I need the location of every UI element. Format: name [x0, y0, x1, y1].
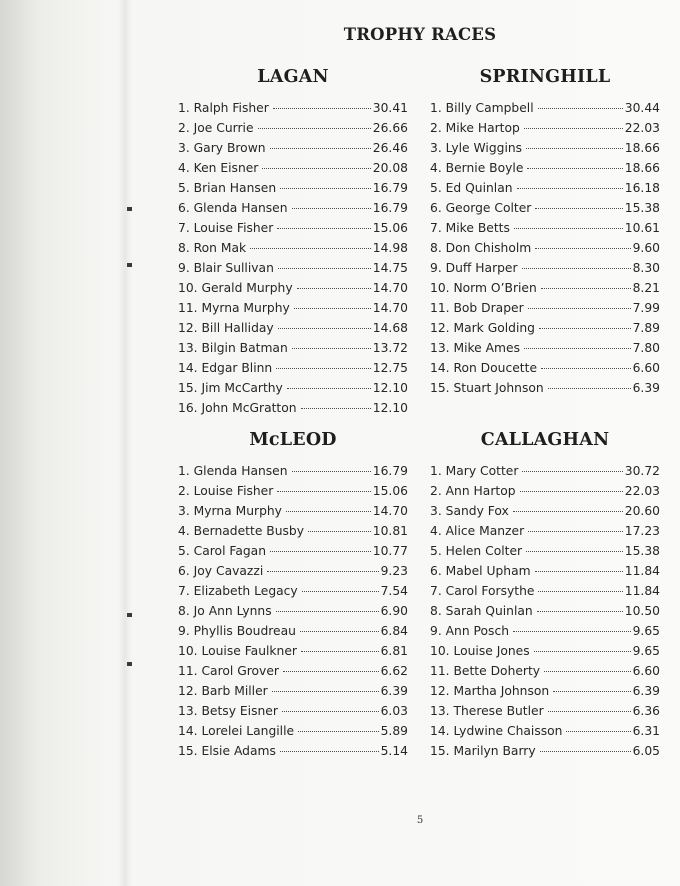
score-value: 10.81 [372, 524, 408, 538]
competitor-name: 4. Ken Eisner [178, 161, 259, 175]
competitor-name: 12. Martha Johnson [430, 684, 550, 698]
section-title: CALLAGHAN [480, 430, 610, 450]
dot-leader [267, 571, 378, 572]
dot-leader [541, 288, 631, 289]
result-entry [178, 218, 408, 238]
score-value: 26.66 [372, 121, 408, 135]
competitor-name: 16. John McGratton [178, 401, 297, 415]
result-entry [178, 501, 408, 521]
competitor-name: 12. Bill Halliday [178, 321, 274, 335]
dot-leader [522, 268, 631, 269]
score-value: 30.72 [624, 464, 660, 478]
dot-leader [537, 611, 623, 612]
dot-leader [286, 511, 371, 512]
dot-leader [301, 408, 371, 409]
result-entry [430, 198, 660, 218]
score-value: 7.54 [380, 584, 408, 598]
dot-leader [276, 368, 371, 369]
section-mcleod [178, 430, 408, 761]
dot-leader [270, 148, 371, 149]
result-entry [178, 741, 408, 761]
competitor-name: 9. Ann Posch [430, 624, 510, 638]
score-value: 9.60 [632, 241, 660, 255]
score-value: 20.60 [624, 504, 660, 518]
score-value: 16.79 [372, 201, 408, 215]
competitor-name: 1. Ralph Fisher [178, 101, 269, 115]
competitor-name: 12. Mark Golding [430, 321, 535, 335]
result-entry [430, 158, 660, 178]
section-title: LAGAN [257, 67, 329, 87]
binding-hole-mark [127, 662, 132, 666]
competitor-name: 4. Bernadette Busby [178, 524, 305, 538]
competitor-name: 7. Elizabeth Legacy [178, 584, 298, 598]
result-entry [430, 461, 660, 481]
dot-leader [301, 651, 379, 652]
result-entry [430, 701, 660, 721]
competitor-name: 9. Duff Harper [430, 261, 518, 275]
results-list [178, 461, 408, 761]
binding-hole-mark [127, 263, 132, 267]
score-value: 6.39 [380, 684, 408, 698]
result-entry [430, 721, 660, 741]
result-entry [178, 138, 408, 158]
result-entry [430, 378, 660, 398]
competitor-name: 3. Myrna Murphy [178, 504, 282, 518]
dot-leader [513, 511, 623, 512]
competitor-name: 7. Louise Fisher [178, 221, 274, 235]
result-entry [178, 681, 408, 701]
competitor-name: 11. Myrna Murphy [178, 301, 290, 315]
score-value: 14.75 [372, 261, 408, 275]
score-value: 8.21 [632, 281, 660, 295]
competitor-name: 15. Stuart Johnson [430, 381, 544, 395]
score-value: 6.39 [632, 381, 660, 395]
competitor-name: 14. Lydwine Chaisson [430, 724, 563, 738]
dot-leader [302, 591, 379, 592]
competitor-name: 8. Don Chisholm [430, 241, 532, 255]
result-entry [178, 238, 408, 258]
score-value: 14.68 [372, 321, 408, 335]
dot-leader [273, 108, 371, 109]
score-value: 22.03 [624, 484, 660, 498]
result-entry [430, 601, 660, 621]
result-entry [178, 701, 408, 721]
dot-leader [294, 308, 371, 309]
result-entry [178, 521, 408, 541]
dot-leader [534, 651, 631, 652]
result-entry [178, 178, 408, 198]
dot-leader [298, 731, 379, 732]
dot-leader [300, 631, 379, 632]
result-entry [178, 158, 408, 178]
result-entry [430, 621, 660, 641]
result-entry [178, 561, 408, 581]
score-value: 7.89 [632, 321, 660, 335]
dot-leader [520, 491, 623, 492]
dot-leader [522, 471, 622, 472]
dot-leader [526, 148, 623, 149]
result-entry [178, 601, 408, 621]
competitor-name: 14. Edgar Blinn [178, 361, 273, 375]
competitor-name: 11. Bob Draper [430, 301, 524, 315]
result-entry [178, 98, 408, 118]
score-value: 6.31 [632, 724, 660, 738]
section-lagan [178, 67, 408, 418]
score-value: 5.89 [380, 724, 408, 738]
competitor-name: 2. Mike Hartop [430, 121, 520, 135]
competitor-name: 10. Norm O’Brien [430, 281, 537, 295]
competitor-name: 15. Elsie Adams [178, 744, 276, 758]
score-value: 16.79 [372, 464, 408, 478]
competitor-name: 15. Jim McCarthy [178, 381, 283, 395]
dot-leader [292, 471, 371, 472]
competitor-name: 5. Carol Fagan [178, 544, 267, 558]
dot-leader [283, 671, 379, 672]
dot-leader [548, 388, 631, 389]
result-entry [430, 741, 660, 761]
dot-leader [524, 128, 623, 129]
page-title: TROPHY RACES [343, 25, 497, 44]
competitor-name: 7. Carol Forsythe [430, 584, 535, 598]
competitor-name: 14. Ron Doucette [430, 361, 538, 375]
score-value: 11.84 [624, 564, 660, 578]
result-entry [430, 581, 660, 601]
score-value: 20.08 [372, 161, 408, 175]
competitor-name: 8. Ron Mak [178, 241, 247, 255]
score-value: 14.70 [372, 504, 408, 518]
result-entry [178, 621, 408, 641]
dot-leader [514, 228, 623, 229]
result-entry [178, 398, 408, 418]
dot-leader [297, 288, 371, 289]
competitor-name: 6. Joy Cavazzi [178, 564, 264, 578]
score-value: 26.46 [372, 141, 408, 155]
competitor-name: 1. Mary Cotter [430, 464, 519, 478]
section-title: McLEOD [249, 430, 337, 450]
score-value: 9.65 [632, 644, 660, 658]
score-value: 9.23 [380, 564, 408, 578]
competitor-name: 14. Lorelei Langille [178, 724, 295, 738]
score-value: 6.81 [380, 644, 408, 658]
competitor-name: 3. Lyle Wiggins [430, 141, 523, 155]
score-value: 6.90 [380, 604, 408, 618]
score-value: 14.98 [372, 241, 408, 255]
dot-leader [526, 551, 623, 552]
dot-leader [535, 208, 622, 209]
dot-leader [250, 248, 371, 249]
result-entry [430, 318, 660, 338]
section-title: SPRINGHILL [479, 67, 611, 87]
page-fold-shadow [118, 0, 132, 886]
result-entry [178, 721, 408, 741]
score-value: 8.30 [632, 261, 660, 275]
dot-leader [540, 751, 631, 752]
score-value: 6.84 [380, 624, 408, 638]
result-entry [430, 98, 660, 118]
result-entry [430, 681, 660, 701]
score-value: 30.44 [624, 101, 660, 115]
competitor-name: 1. Billy Campbell [430, 101, 534, 115]
result-entry [430, 278, 660, 298]
competitor-name: 6. George Colter [430, 201, 532, 215]
result-entry [178, 298, 408, 318]
result-entry [430, 298, 660, 318]
score-value: 15.06 [372, 484, 408, 498]
result-entry [178, 541, 408, 561]
dot-leader [270, 551, 371, 552]
dot-leader [276, 611, 379, 612]
competitor-name: 8. Sarah Quinlan [430, 604, 533, 618]
score-value: 10.50 [624, 604, 660, 618]
score-value: 16.79 [372, 181, 408, 195]
dot-leader [528, 308, 631, 309]
result-entry [178, 461, 408, 481]
competitor-name: 5. Ed Quinlan [430, 181, 513, 195]
dot-leader [528, 531, 623, 532]
score-value: 10.77 [372, 544, 408, 558]
competitor-name: 10. Louise Faulkner [178, 644, 297, 658]
score-value: 18.66 [624, 161, 660, 175]
result-entry [178, 118, 408, 138]
competitor-name: 2. Louise Fisher [178, 484, 274, 498]
score-value: 7.99 [632, 301, 660, 315]
dot-leader [539, 328, 631, 329]
competitor-name: 13. Mike Ames [430, 341, 521, 355]
result-entry [430, 358, 660, 378]
competitor-name: 4. Bernie Boyle [430, 161, 524, 175]
page-number: 5 [416, 815, 424, 826]
result-entry [430, 138, 660, 158]
dot-leader [538, 108, 623, 109]
section-callaghan [430, 430, 660, 761]
competitor-name: 10. Louise Jones [430, 644, 530, 658]
score-value: 6.03 [380, 704, 408, 718]
score-value: 15.38 [624, 544, 660, 558]
result-entry [178, 481, 408, 501]
competitor-name: 5. Brian Hansen [178, 181, 277, 195]
score-value: 12.10 [372, 401, 408, 415]
result-entry [178, 358, 408, 378]
dot-leader [278, 268, 371, 269]
dot-leader [280, 188, 371, 189]
competitor-name: 7. Mike Betts [430, 221, 510, 235]
score-value: 7.80 [632, 341, 660, 355]
result-entry [430, 501, 660, 521]
competitor-name: 13. Betsy Eisner [178, 704, 278, 718]
result-entry [178, 661, 408, 681]
competitor-name: 1. Glenda Hansen [178, 464, 288, 478]
result-entry [430, 218, 660, 238]
dot-leader [517, 188, 623, 189]
score-value: 16.18 [624, 181, 660, 195]
dot-leader [566, 731, 630, 732]
competitor-name: 9. Blair Sullivan [178, 261, 274, 275]
dot-leader [513, 631, 631, 632]
result-entry [430, 641, 660, 661]
dot-leader [535, 248, 630, 249]
result-entry [430, 561, 660, 581]
score-value: 22.03 [624, 121, 660, 135]
result-entry [430, 178, 660, 198]
result-entry [430, 481, 660, 501]
competitor-name: 6. Glenda Hansen [178, 201, 288, 215]
result-entry [430, 521, 660, 541]
competitor-name: 13. Bilgin Batman [178, 341, 288, 355]
dot-leader [282, 711, 379, 712]
dot-leader [292, 208, 371, 209]
result-entry [430, 238, 660, 258]
dot-leader [524, 348, 631, 349]
competitor-name: 13. Therese Butler [430, 704, 544, 718]
competitor-name: 2. Ann Hartop [430, 484, 516, 498]
competitor-name: 15. Marilyn Barry [430, 744, 536, 758]
result-entry [178, 581, 408, 601]
competitor-name: 11. Carol Grover [178, 664, 279, 678]
result-entry [178, 258, 408, 278]
competitor-name: 3. Sandy Fox [430, 504, 509, 518]
dot-leader [308, 531, 371, 532]
dot-leader [548, 711, 631, 712]
competitor-name: 9. Phyllis Boudreau [178, 624, 296, 638]
competitor-name: 8. Jo Ann Lynns [178, 604, 272, 618]
competitor-name: 2. Joe Currie [178, 121, 254, 135]
result-entry [178, 338, 408, 358]
score-value: 9.65 [632, 624, 660, 638]
score-value: 15.06 [372, 221, 408, 235]
score-value: 10.61 [624, 221, 660, 235]
score-value: 18.66 [624, 141, 660, 155]
dot-leader [527, 168, 622, 169]
section-springhill [430, 67, 660, 398]
result-entry [178, 198, 408, 218]
binding-hole-mark [127, 207, 132, 211]
results-list [430, 98, 660, 398]
competitor-name: 12. Barb Miller [178, 684, 268, 698]
score-value: 11.84 [624, 584, 660, 598]
competitor-name: 5. Helen Colter [430, 544, 523, 558]
score-value: 13.72 [372, 341, 408, 355]
result-entry [430, 541, 660, 561]
score-value: 6.39 [632, 684, 660, 698]
dot-leader [262, 168, 370, 169]
result-entry [430, 258, 660, 278]
score-value: 6.60 [632, 361, 660, 375]
score-value: 5.14 [380, 744, 408, 758]
dot-leader [553, 691, 630, 692]
dot-leader [544, 671, 631, 672]
dot-leader [258, 128, 371, 129]
dot-leader [278, 328, 371, 329]
competitor-name: 6. Mabel Upham [430, 564, 531, 578]
dot-leader [535, 571, 623, 572]
competitor-name: 10. Gerald Murphy [178, 281, 293, 295]
competitor-name: 4. Alice Manzer [430, 524, 525, 538]
dot-leader [277, 491, 370, 492]
binding-hole-mark [127, 613, 132, 617]
results-list [178, 98, 408, 418]
competitor-name: 11. Bette Doherty [430, 664, 541, 678]
results-list [430, 461, 660, 761]
result-entry [430, 338, 660, 358]
score-value: 6.36 [632, 704, 660, 718]
result-entry [178, 278, 408, 298]
score-value: 12.10 [372, 381, 408, 395]
score-value: 17.23 [624, 524, 660, 538]
score-value: 6.05 [632, 744, 660, 758]
score-value: 6.60 [632, 664, 660, 678]
result-entry [178, 378, 408, 398]
dot-leader [538, 591, 622, 592]
score-value: 30.41 [372, 101, 408, 115]
score-value: 12.75 [372, 361, 408, 375]
result-entry [430, 661, 660, 681]
result-entry [178, 641, 408, 661]
dot-leader [287, 388, 371, 389]
score-value: 14.70 [372, 281, 408, 295]
dot-leader [272, 691, 379, 692]
result-entry [430, 118, 660, 138]
result-entry [178, 318, 408, 338]
score-value: 6.62 [380, 664, 408, 678]
dot-leader [541, 368, 631, 369]
score-value: 15.38 [624, 201, 660, 215]
dot-leader [277, 228, 370, 229]
dot-leader [280, 751, 379, 752]
score-value: 14.70 [372, 301, 408, 315]
dot-leader [292, 348, 371, 349]
competitor-name: 3. Gary Brown [178, 141, 266, 155]
